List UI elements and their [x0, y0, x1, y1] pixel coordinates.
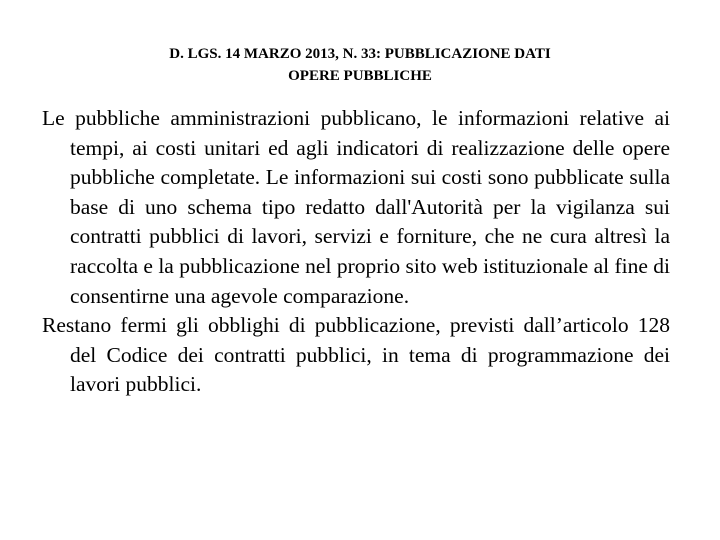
paragraph-1: Le pubbliche amministrazioni pubblicano, le informazioni relative ai tempi, ai costi unitari ed agli indicatori di realizzazione delle opere pubbliche completate. Le informazioni sui costi sono pubblicate sulla base di uno schema tipo redatto dall'Autorità per la vigilanza sui contratti pubblici di lavori, servizi e forniture, che ne cura altresì la raccolta e la pubblicazione nel proprio sito web istituzionale al fine di consentirne una agevole comparazione. — [42, 106, 670, 308]
body-text — [42, 104, 670, 400]
title-line-2: OPERE PUBBLICHE — [288, 68, 432, 84]
title-line-1: D. LGS. 14 MARZO 2013, N. 33: PUBBLICAZIONE DATI — [169, 46, 551, 62]
slide-title — [60, 43, 660, 87]
paragraph-2: Restano fermi gli obblighi di pubblicazione, previsti dall’articolo 128 del Codice dei contratti pubblici, in tema di programmazione dei lavori pubblici. — [42, 313, 670, 397]
